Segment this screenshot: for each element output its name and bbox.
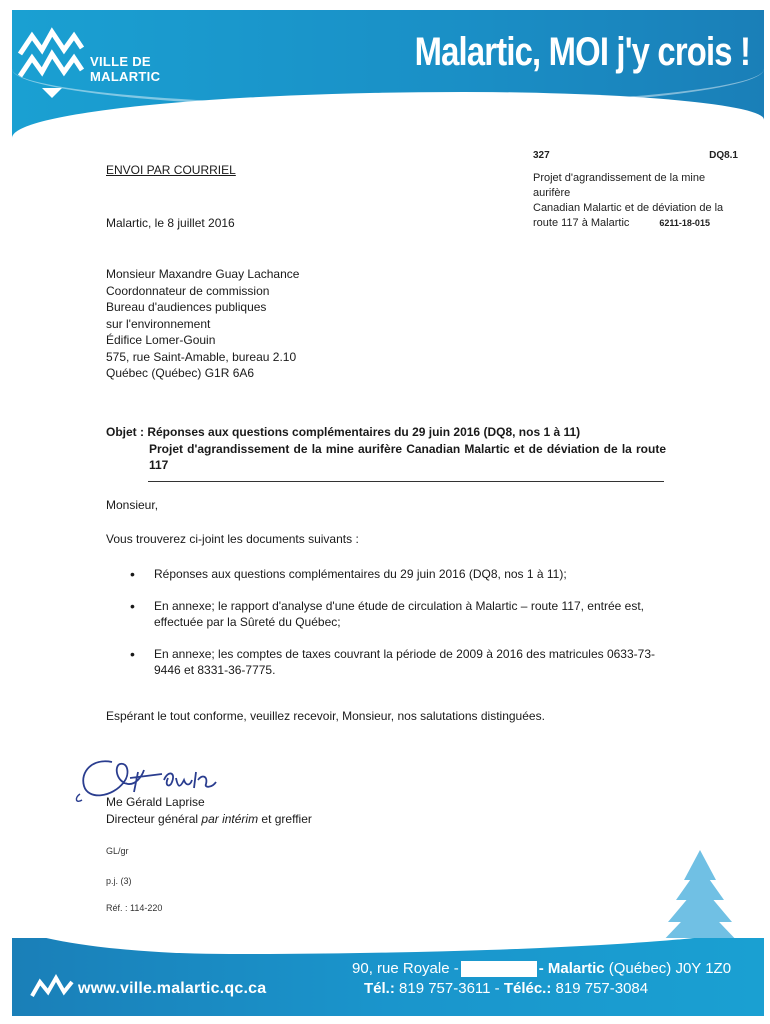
salutation: Monsieur, (106, 498, 159, 512)
banner-wave (12, 92, 764, 138)
footer-banner (12, 938, 764, 1016)
subject-line2: Projet d'agrandissement de la mine aurifère Canadian Malartic et de déviation de la route 117 (149, 441, 666, 472)
fax-number: 819 757-3084 (551, 980, 649, 997)
letter-date: Malartic, le 8 juillet 2016 (106, 216, 235, 230)
signer-name: Me Gérald Laprise (106, 795, 205, 809)
footer-phone (364, 980, 648, 997)
address-street: , rue Royale - (368, 960, 459, 977)
document-list (106, 566, 676, 694)
city-name-line1: VILLE DE (90, 54, 151, 69)
signer-title-part: Directeur général (106, 811, 202, 826)
city-name (90, 54, 160, 84)
subject (106, 424, 666, 474)
city-logo-icon (16, 14, 86, 100)
reference-number: 327 (533, 150, 550, 161)
project-line1: Projet d'agrandissement de la mine aurifère (533, 172, 706, 199)
attachments: p.j. (3) (106, 876, 132, 886)
recipient-line: Monsieur Maxandre Guay Lachance (106, 267, 300, 281)
fax-label: Téléc.: (503, 980, 552, 997)
recipient-line: 575, rue Saint-Amable, bureau 2.10 (106, 349, 297, 364)
file-reference: Réf. : 114-220 (106, 903, 163, 913)
list-item: • En annexe; le rapport d'analyse d'une étude de circulation à Malartic – route 117, entrée est, effectuée par la Sûreté du Québec; (106, 598, 676, 631)
tel-label: Tél.: (364, 980, 395, 997)
website-link[interactable]: www.ville.malartic.qc.ca (78, 980, 267, 997)
delivery-method: ENVOI PAR COURRIEL (106, 163, 236, 177)
signer-block (106, 794, 312, 827)
initials: GL/gr (106, 846, 129, 856)
recipient-line: Bureau d'audiences publiques (106, 300, 267, 314)
footer-logo-icon (30, 970, 74, 1006)
redaction-box (461, 961, 537, 977)
letterhead-banner (12, 10, 764, 138)
slogan: Malartic, MOI j'y crois ! (414, 30, 750, 74)
document-code: DQ8.1 (709, 150, 738, 161)
footer-wave (12, 938, 764, 954)
recipient-line: Édifice Lomer-Gouin (106, 333, 216, 347)
recipient-line: sur l'environnement (106, 316, 211, 331)
address-city: - Malartic (538, 960, 605, 977)
list-item: • Réponses aux questions complémentaires du 29 juin 2016 (DQ8, nos 1 à 11); (106, 566, 676, 583)
closing: Espérant le tout conforme, veuillez recevoir, Monsieur, nos salutations distinguées. (106, 709, 545, 723)
signer-title-part: et greffier (258, 811, 312, 826)
intro-text: Vous trouverez ci-joint les documents suivants : (106, 532, 359, 546)
signer-title (106, 811, 312, 828)
project-line3: route 117 à Malartic (533, 217, 630, 229)
city-name-line2: MALARTIC (90, 69, 161, 84)
subject-underline (148, 481, 664, 482)
tree-decoration-icon (640, 850, 760, 950)
recipient-line: Québec (Québec) G1R 6A6 (106, 366, 255, 380)
address-postal: (Québec) J0Y 1Z0 (604, 960, 732, 977)
tel-number: 819 757-3611 - (394, 980, 504, 997)
reference-block (533, 150, 738, 231)
file-code: 6211-18-015 (659, 218, 710, 228)
footer-address (352, 960, 731, 977)
subject-line1: Objet : Réponses aux questions complémentaires du 29 juin 2016 (DQ8, nos 1 à 11) (106, 425, 581, 439)
list-item: • En annexe; les comptes de taxes couvrant la période de 2009 à 2016 des matricules 0633-73-9446 et 8331-36-7775. (106, 646, 676, 679)
address-number: 90 (352, 960, 369, 977)
recipient-line: Coordonnateur de commission (106, 283, 270, 298)
recipient-address (106, 266, 299, 382)
project-line2: Canadian Malartic et de déviation de la (533, 202, 724, 214)
signer-title-italic: par intérim (201, 811, 259, 826)
